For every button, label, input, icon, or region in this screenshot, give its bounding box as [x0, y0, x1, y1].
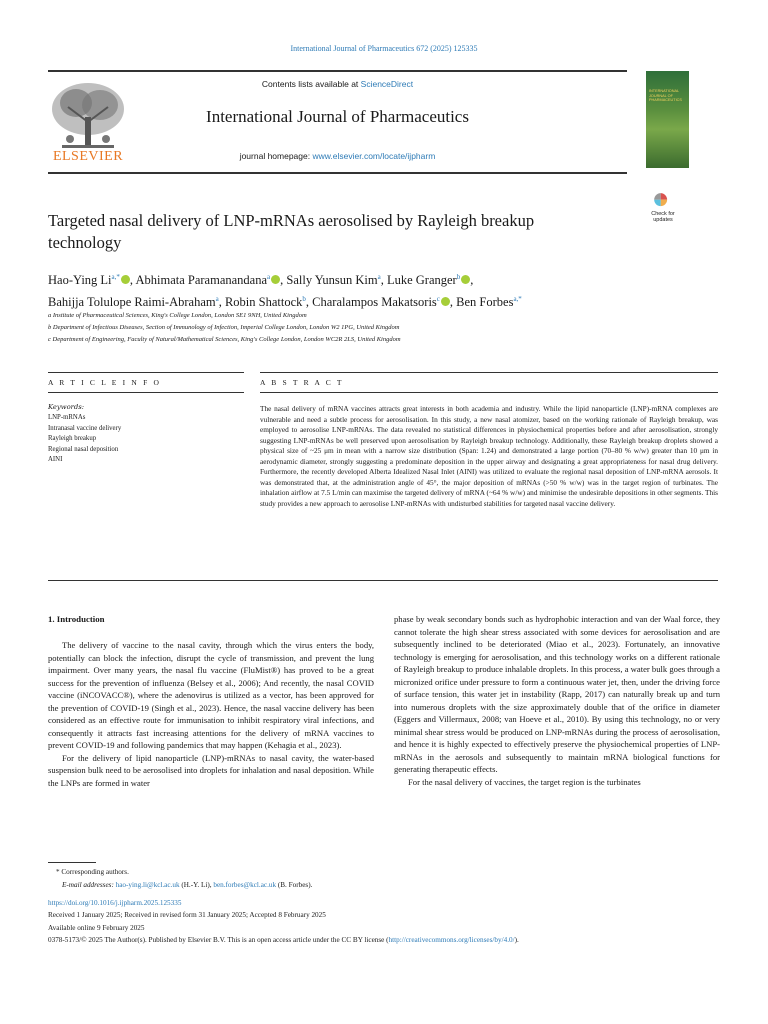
author-affiliation-marker[interactable]: a,* [513, 295, 522, 304]
check-line-2: updates [653, 217, 673, 224]
article-info-heading: A R T I C L E I N F O [48, 378, 162, 387]
intro-paragraph: For the delivery of lipid nanoparticle (LNP)-mRNAs to nasal cavity, the water-based suspension bulk need to be aerosolised into droplets for inhalation and nasal deposition. While the LNPs are formed in water [48, 752, 374, 788]
doi-link[interactable]: https://doi.org/10.1016/j.ijpharm.2025.125335 [48, 899, 182, 907]
check-line-1: Check for [651, 211, 675, 217]
author-affiliation-marker[interactable]: a [215, 295, 219, 304]
footnote-rule [48, 862, 96, 863]
paper-title: Targeted nasal delivery of LNP-mRNAs aerosolised by Rayleigh breakup technology [48, 211, 535, 252]
intro-left-column [48, 639, 374, 789]
homepage-link[interactable]: www.elsevier.com/locate/ijpharm [312, 151, 436, 161]
article-info-rule-2 [48, 392, 244, 393]
orcid-icon[interactable] [271, 275, 280, 284]
author-separator: , [218, 295, 225, 310]
intro-paragraph: phase by weak secondary bonds such as hydrophobic interaction and van der Waal force, they cannot tolerate the high shear stress associated with some devices for aerosolisation and are subsequently inclined to be deteriorated (Miao et al., 2023). Fortunately, an innovative technology is emerging for aerosolisation, and this technology works on a different rationale of Rayleigh breakup to produce inhalable droplets. In this process, a water bulk goes through a micronized orifice under pressure to form a continuous water jet, then, under the driving force of surface tension, this water jet in instability (Rapp, 2017) can naturally break up and turn into numerous droplets with the size approximately double that of the orifice in diameter (Eggers and Villermaux, 2008; van Hoeve et al., 2010). By using this technology, no or very minimal shear stress would be produced on LNP-mRNAs during the process of aerosolisation, and hence it is highly expected to effectively preserve the physiochemical properties of LNP-mRNAs in the aerosols and subsequently to maintain mRNA biological functions for generating therapeutic effects. [394, 614, 720, 774]
intro-paragraph: For the nasal delivery of vaccines, the target region is the turbinates [408, 776, 641, 787]
orcid-icon[interactable] [121, 275, 130, 284]
article-info-rule [48, 372, 244, 373]
email-link-li[interactable]: hao-ying.li@kcl.ac.uk [115, 881, 180, 889]
affiliation-a: a Institute of Pharmaceutical Sciences, King's College London, London SE1 9NH, United Kingdom [48, 312, 307, 319]
author-separator: , [280, 273, 287, 288]
author-name[interactable]: Sally Yunsun Kim [286, 273, 378, 288]
affiliation-c: c Department of Engineering, Faculty of Natural/Mathematical Sciences, King's College London, London WC2R 2LS, United Kingdom [48, 336, 401, 343]
check-for-updates-label[interactable] [640, 211, 686, 223]
keyword-item: Regional nasal deposition [48, 445, 119, 453]
cover-title: INTERNATIONAL JOURNAL OF PHARMACEUTICS [649, 89, 682, 103]
keyword-item: LNP-mRNAs [48, 414, 86, 421]
journal-title: International Journal of Pharmaceutics [206, 107, 469, 126]
abstract-rule-2 [260, 392, 718, 393]
license-link[interactable]: http://creativecommons.org/licenses/by/4.0/ [388, 935, 515, 944]
author-separator: , [380, 273, 387, 288]
author-name[interactable]: Robin Shattock [224, 295, 303, 310]
author-name[interactable]: Charalampos Makatsoris [312, 295, 437, 310]
author-name[interactable]: Ben Forbes [456, 295, 514, 310]
section-heading-introduction: 1. Introduction [48, 614, 105, 624]
keyword-item: AINI [48, 456, 63, 463]
publication-info [48, 897, 728, 946]
sciencedirect-link[interactable]: ScienceDirect [360, 79, 414, 89]
author-separator: , [470, 273, 474, 288]
email-label: E-mail addresses: [62, 881, 116, 889]
header-rule-bottom [48, 172, 627, 174]
author-name[interactable]: Hao-Ying Li [48, 273, 112, 288]
intro-right-column [394, 613, 720, 788]
affiliation-b: b Department of Infectious Diseases, Section of Immunology of Infection, Imperial College London, London W2 1PG, United Kingdom [48, 324, 400, 331]
keyword-list [48, 413, 121, 466]
keywords-label: Keywords: [48, 403, 85, 411]
author-separator: , [305, 295, 313, 310]
author-affiliation-marker[interactable]: a [377, 273, 381, 281]
journal-cover-thumbnail[interactable] [646, 71, 689, 168]
author-affiliation-marker[interactable]: c [436, 295, 440, 304]
elsevier-wordmark: ELSEVIER [52, 149, 124, 164]
abstract-end-rule [48, 580, 718, 581]
license-suffix: ). [514, 935, 519, 944]
journal-masthead [48, 71, 627, 171]
intro-paragraph: The delivery of vaccine to the nasal cavity, through which the virus enters the body, potentially can block the infection, disrupt the cycle of transmission, and prevent the lung impairment. Over many years, the nasal flu vaccine (FluMist®) has proved to be a great success for the prevention of influenza (Belsey et al., 2006); And recently, the nasal COVID vaccine (iNCOVACC®), where the adenovirus is utilized as a vector, has been approved for the prevention of COVID-19 (Singh et al., 2023). Hence, the nasal vaccine delivery has been considered as an effective route for immunisation to inhibit respiratory viral infections, and consequently it attracts fast increasing attentions for the delivery of mRNA vaccines to prevent COVID-19 and following pandemics that may happen (Kehagia et al., 2023). [48, 640, 374, 750]
author-affiliation-marker[interactable]: a [267, 273, 271, 281]
journal-homepage-line [48, 151, 627, 161]
orcid-icon[interactable] [441, 297, 450, 306]
email-line [48, 879, 728, 892]
available-online: Available online 9 February 2025 [48, 923, 145, 932]
abstract-text: The nasal delivery of mRNA vaccines attracts great interests in both academia and industry. While the lipid nanoparticle (LNP)-mRNA complexes are vulnerable and need a subtle process for aerosolisation. In this study, a new nasal atomizer, based on the working rationale of Rayleigh breakup, was employed to aerosolise LNP-mRNAs. The data revealed no statistical differences in physiochemical properties before and after aerosolisation, strongly suggesting LNP-mRNAs be well preserved upon aerosolisation by Rayleigh breakup technology. Additionally, these Rayleigh breakup droplets showed a physical size of ~25 μm in mean with a narrow size distribution (Span: 1.24) and demonstrated a large portion (70–80 % w/w) greater than 10 μm in aerodynamic diameter, strongly suggesting a predominate deposition in the upper airway and designating a great appropriateness for nasal drug delivery. Furthermore, the recently developed Alberta Idealized Nasal Inlet (AINI) was utilized to evaluate the regional nasal deposition of LNP-mRNA aerosols. It was demonstrated that, at the administration angle of 45°, the major deposition of mRNAs (>50 % w/w) was in the target region of turbinates. The inhalation airflow at 7.5 L/min can maximise the targeted delivery of mRNA (~64 % w/w) and minimise the undesirable depositions in other segments. This study provides a new approach to aerosolise LNP-mRNAs with undisturbed stabilities for targeted nasal vaccine delivery. [260, 404, 718, 508]
author-name[interactable]: Bahijja Tolulope Raimi-Abraham [48, 295, 216, 310]
contents-line [48, 79, 627, 89]
email-link-forbes[interactable]: ben.forbes@kcl.ac.uk [213, 881, 277, 889]
author-name[interactable]: Abhimata Paramanandana [135, 273, 268, 288]
license-line [48, 934, 728, 946]
author-separator: , [129, 273, 136, 288]
homepage-prefix: journal homepage: [239, 151, 313, 161]
journal-reference[interactable]: International Journal of Pharmaceutics 672 (2025) 125335 [290, 44, 478, 53]
orcid-icon[interactable] [461, 275, 470, 284]
footnotes [48, 866, 728, 892]
abstract-heading: A B S T R A C T [260, 378, 344, 387]
corresponding-authors-note: * Corresponding authors. [56, 868, 129, 876]
received-dates: Received 1 January 2025; Received in revised form 31 January 2025; Accepted 8 February 2025 [48, 911, 326, 920]
author-list [48, 268, 718, 312]
author-affiliation-marker[interactable]: b [302, 295, 306, 304]
author-separator: , [449, 295, 457, 310]
author-affiliation-marker[interactable]: b [456, 273, 461, 281]
license-prefix: 0378-5173/© 2025 The Author(s). Published by Elsevier B.V. This is an open access article under the CC BY license ( [48, 935, 389, 944]
email-suffix-li: (H.-Y. Li), [179, 881, 214, 889]
check-for-updates-icon[interactable] [650, 192, 676, 212]
email-suffix-forbes: (B. Forbes). [276, 881, 313, 889]
author-affiliation-marker[interactable]: a,* [111, 273, 120, 281]
author-name[interactable]: Luke Granger [386, 273, 457, 288]
abstract-rule [260, 372, 718, 373]
keyword-item: Rayleigh breakup [48, 435, 97, 442]
contents-prefix: Contents lists available at [261, 79, 361, 89]
keyword-item: Intranasal vaccine delivery [48, 424, 122, 432]
